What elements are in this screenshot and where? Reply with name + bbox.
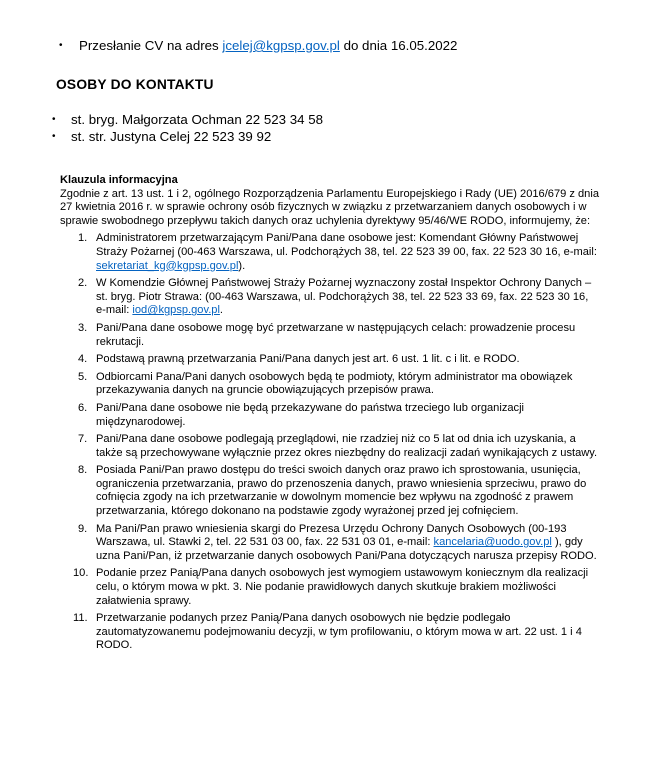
clause-item: [60, 567, 600, 608]
cv-text-before: Przesłanie CV na adres: [79, 38, 223, 53]
contacts-heading: OSOBY DO KONTAKTU: [56, 77, 214, 92]
clause-item: [60, 433, 600, 460]
clause-item-number: 2.: [78, 277, 88, 290]
contact-item: st. str. Justyna Celej 22 523 39 92: [71, 129, 272, 144]
clause-item-text: W Komendzie Głównej Państwowej Straży Pożarnej wyznaczony został Inspektor Ochrony Danych – st. bryg. Piotr Strawa: (00-463 Warszawa, ul. Podchorążych 38, tel. 22 523 33 69, fax. 22 523 30 16, e-mail:: [96, 277, 592, 317]
clause-item: [60, 464, 600, 518]
clause-item: [60, 232, 600, 273]
cv-text-after: do dnia 16.05.2022: [339, 38, 458, 53]
clause-item-text: Administratorem przetwarzającym Pani/Pana dane osobowe jest: Komendant Główny Państwowej Straży Pożarnej (00-463 Warszawa, ul. Podchorążych 38, tel. 22 523 39 00, fax. 22 523 30 16, e-mail:: [96, 232, 597, 258]
clause-item: [60, 353, 600, 367]
bullet-dot: •: [52, 131, 56, 142]
clause-title: Klauzula informacyjna: [60, 174, 178, 186]
bullet-dot: •: [59, 40, 63, 51]
clause-item-number: 1.: [78, 232, 88, 245]
clause-email-link[interactable]: iod@kgpsp.gov.pl: [132, 304, 220, 317]
clause-item-number: 5.: [78, 370, 88, 383]
clause-item-text: Posiada Pani/Pan prawo dostępu do treści swoich danych oraz prawo ich sprostowania, usunięcia, ograniczenia przetwarzania, prawo do przenoszenia danych, prawo wniesienia sprzeciwu, prawo do cofnięcia zgody na ich przetwarzanie w dowolnym momencie bez wpływu na zgodność z prawem przetwarzania, którego dokonano na podstawie zgody wyrażonej przed jej cofnięciem.: [96, 464, 587, 518]
clause-item-text: Podstawą prawną przetwarzania Pani/Pana danych jest art. 6 ust. 1 lit. c i lit. e RODO.: [96, 353, 520, 366]
clause-email-link[interactable]: sekretariat_kg@kgpsp.gov.pl: [96, 259, 239, 272]
clause-item-text: Pani/Pana dane osobowe podlegają przeglądowi, nie rzadziej niż co 5 lat od dnia ich uzyskania, a także są przechowywane wyłącznie przez okres niezbędny do realizacji zadań wynikających z ustawy.: [96, 433, 598, 459]
clause-item-text: Pani/Pana dane osobowe mogę być przetwarzane w następujących celach: prowadzenie procesu rekrutacji.: [96, 321, 576, 348]
clause-item: [60, 402, 600, 429]
clause-item: [60, 277, 600, 318]
clause-email-link[interactable]: kancelaria@uodo.gov.pl: [433, 536, 552, 549]
clause-item-number: 9.: [78, 522, 88, 535]
cv-email-link[interactable]: jcelej@kgpsp.gov.pl: [222, 38, 340, 53]
clause-item: [60, 371, 600, 398]
clause-item-number: 10.: [73, 567, 89, 580]
clause-list: [60, 232, 600, 653]
clause-item-number: 11.: [73, 612, 88, 625]
information-clause: [60, 174, 600, 653]
clause-item-number: 3.: [78, 321, 88, 334]
cv-submission-line: [79, 38, 457, 54]
clause-item-text: Podanie przez Panią/Pana danych osobowych jest wymogiem ustawowym koniecznym dla realizacji celu, o którym mowa w pkt. 3. Nie podanie prawidłowych danych skutkuje brakiem możliwości załatwienia sprawy.: [96, 567, 589, 607]
clause-item-number: 7.: [78, 433, 88, 446]
clause-item-number: 8.: [78, 464, 88, 477]
clause-item: [60, 612, 600, 653]
clause-item-text: Ma Pani/Pan prawo wniesienia skargi do Prezesa Urzędu Ochrony Danych Osobowych (00-193 Warszawa, ul. Stawki 2, tel. 22 531 03 00, fax. 22 531 03 01, e-mail:: [96, 522, 567, 549]
clause-item-text: Odbiorcami Pana/Pani danych osobowych będą te podmioty, którym administrator ma obowiązek przekazywania danych na gruncie obowiązujących przepisów prawa.: [96, 370, 573, 397]
clause-item-text-after: ), gdy uzna Pani/Pan, iż przetwarzanie danych osobowych Pani/Pana dotyczących narusza przepisy RODO.: [96, 536, 597, 562]
bullet-dot: •: [52, 114, 56, 125]
clause-intro: Zgodnie z art. 13 ust. 1 i 2, ogólnego Rozporządzenia Parlamentu Europejskiego i Rady (UE) 2016/679 z dnia 27 kwietnia 2016 r. w sprawie ochrony osób fizycznych w związku z przetwarzaniem danych osobowych i w sprawie swobodnego przepływu takich danych oraz uchylenia dyrektywy 95/46/WE RODO, informujemy, że:: [60, 187, 599, 227]
clause-item-text-after: .: [219, 304, 223, 317]
clause-item-number: 4.: [78, 353, 88, 366]
clause-item: [60, 523, 600, 564]
clause-item-text-after: ).: [238, 259, 246, 272]
clause-item: [60, 322, 600, 349]
clause-item-number: 6.: [78, 401, 88, 414]
clause-item-text: Pani/Pana dane osobowe nie będą przekazywane do państwa trzeciego lub organizacji międzynarodowej.: [96, 401, 525, 428]
contact-item: st. bryg. Małgorzata Ochman 22 523 34 58: [71, 112, 324, 127]
clause-item-text: Przetwarzanie podanych przez Panią/Pana danych osobowych nie będzie podlegało zautomatyzowanemu podejmowaniu decyzji, w tym profilowaniu, o którym mowa w art. 22 ust. 1 i 4 RODO.: [96, 612, 582, 652]
